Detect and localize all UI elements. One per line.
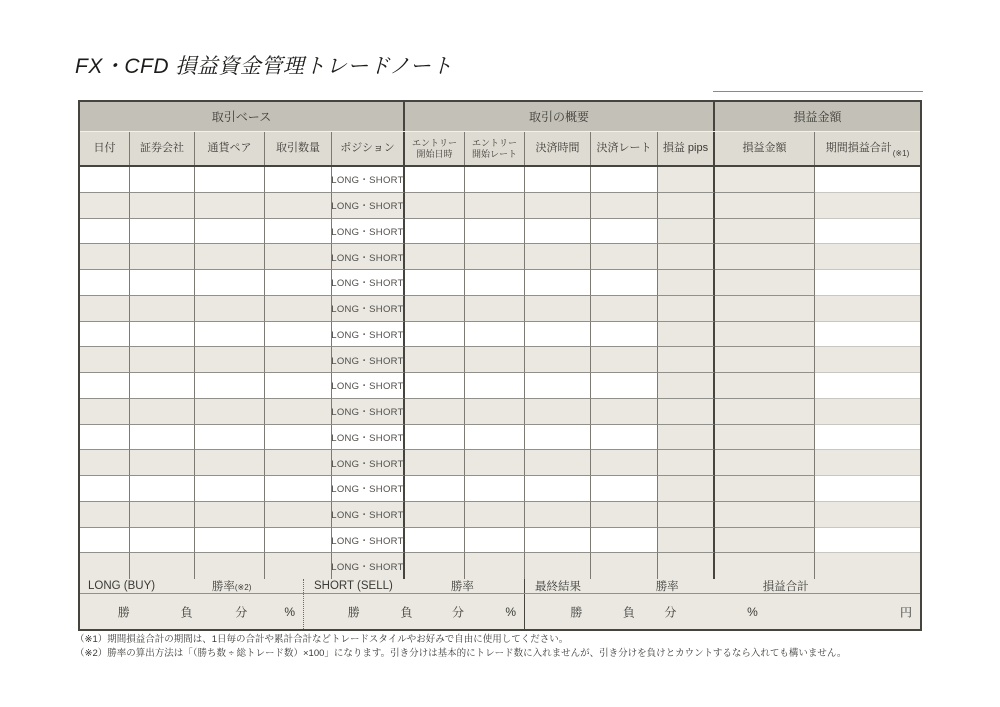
empty-cell[interactable] [658,425,715,451]
empty-cell[interactable] [405,399,465,425]
empty-cell[interactable] [405,167,465,193]
empty-cell[interactable] [465,296,525,322]
table-row [80,219,920,245]
empty-cell[interactable] [195,502,265,528]
table-row [80,167,920,193]
empty-cell[interactable] [591,373,658,399]
empty-cell[interactable] [405,476,465,502]
empty-cell[interactable] [405,347,465,373]
empty-cell[interactable] [591,502,658,528]
col-header-pl-pips: 損益 pips [658,132,715,165]
position-cell[interactable] [332,167,405,193]
empty-cell[interactable] [265,425,332,451]
empty-cell[interactable] [525,553,591,579]
empty-cell[interactable] [715,373,815,399]
empty-cell[interactable] [130,219,195,245]
empty-cell[interactable] [525,270,591,296]
empty-cell[interactable] [80,219,130,245]
empty-cell[interactable] [405,219,465,245]
empty-cell[interactable] [405,373,465,399]
empty-cell[interactable] [815,244,920,270]
trade-note-table [78,100,922,631]
position-options-label: LONG・SHORT [331,458,404,470]
empty-cell[interactable] [265,476,332,502]
col-header-currency-pair: 通貨ペア [195,132,265,165]
position-cell[interactable] [332,373,405,399]
empty-cell[interactable] [195,553,265,579]
empty-cell[interactable] [405,528,465,554]
col-header-date: 日付 [80,132,130,165]
footnotes [75,633,846,660]
empty-cell[interactable] [80,450,130,476]
empty-cell[interactable] [658,270,715,296]
page-title: FX・CFD 損益資金管理トレードノート [75,55,453,78]
empty-cell[interactable] [405,425,465,451]
empty-cell[interactable] [715,502,815,528]
empty-cell[interactable] [815,347,920,373]
empty-cell[interactable] [130,270,195,296]
empty-cell[interactable] [815,399,920,425]
empty-cell[interactable] [591,528,658,554]
empty-cell[interactable] [591,476,658,502]
position-cell[interactable] [332,244,405,270]
table-row [80,476,920,502]
empty-cell[interactable] [591,193,658,219]
position-cell[interactable] [332,553,405,579]
empty-cell[interactable] [658,322,715,348]
entry-rate-line1: エントリー [471,138,517,149]
empty-cell[interactable] [658,553,715,579]
table-row [80,193,920,219]
empty-cell[interactable] [658,450,715,476]
empty-cell[interactable] [130,167,195,193]
empty-cell[interactable] [80,296,130,322]
final-win-rate-label: 勝率 [655,581,679,593]
empty-cell[interactable] [658,219,715,245]
long-win-rate-label: 勝率(※2) [211,581,252,593]
empty-cell[interactable] [195,322,265,348]
empty-cell[interactable] [80,553,130,579]
empty-cell[interactable] [265,373,332,399]
empty-cell[interactable] [525,476,591,502]
empty-cell[interactable] [525,399,591,425]
empty-cell[interactable] [715,322,815,348]
period-pl-total-note: (※1) [892,148,910,158]
table-row [80,270,920,296]
table-row [80,373,920,399]
position-cell[interactable] [332,270,405,296]
empty-cell[interactable] [130,296,195,322]
empty-cell[interactable] [265,528,332,554]
footnote-1: （※1）期間損益合計の期間は、1日毎の合計や累計合計などトレードスタイルやお好みで自由に使用してください。 [75,634,569,645]
empty-cell[interactable] [591,553,658,579]
position-options-label: LONG・SHORT [331,329,404,341]
empty-cell[interactable] [465,450,525,476]
empty-cell[interactable] [130,373,195,399]
empty-cell[interactable] [715,219,815,245]
empty-cell[interactable] [715,476,815,502]
empty-cell[interactable] [815,553,920,579]
empty-cell[interactable] [195,347,265,373]
empty-cell[interactable] [465,270,525,296]
group-header-trade-base: 取引ベース [80,102,405,131]
position-options-label: LONG・SHORT [331,304,404,316]
empty-cell[interactable] [405,553,465,579]
empty-cell[interactable] [591,167,658,193]
summary-short-values[interactable] [304,594,525,629]
summary-long-header [80,579,304,593]
empty-cell[interactable] [715,167,815,193]
short-lose-label: 負 [400,605,413,619]
long-buy-label: LONG (BUY) [88,580,156,592]
empty-cell[interactable] [815,373,920,399]
empty-cell[interactable] [591,219,658,245]
group-header-pl-amount: 損益金額 [793,110,842,124]
table-row [80,425,920,451]
position-options-label: LONG・SHORT [331,252,404,264]
empty-cell[interactable] [465,528,525,554]
empty-cell[interactable] [815,322,920,348]
position-options-label: LONG・SHORT [331,562,404,574]
long-win-label: 勝 [117,605,130,619]
position-options-label: LONG・SHORT [331,381,404,393]
position-options-label: LONG・SHORT [331,175,404,187]
empty-cell[interactable] [405,322,465,348]
empty-cell[interactable] [815,528,920,554]
column-header-row [80,132,920,167]
empty-cell[interactable] [591,425,658,451]
empty-cell[interactable] [405,270,465,296]
position-cell[interactable] [332,476,405,502]
group-header-trade-overview: 取引の概要 [405,102,715,131]
empty-cell[interactable] [80,193,130,219]
position-cell[interactable] [332,528,405,554]
empty-cell[interactable] [815,219,920,245]
empty-cell[interactable] [80,502,130,528]
empty-cell[interactable] [130,553,195,579]
table-row [80,322,920,348]
empty-cell[interactable] [465,553,525,579]
empty-cell[interactable] [80,270,130,296]
short-draw-label: 分 [451,605,465,619]
empty-cell[interactable] [80,322,130,348]
empty-cell[interactable] [715,296,815,322]
empty-cell[interactable] [465,244,525,270]
empty-cell[interactable] [195,296,265,322]
position-cell[interactable] [332,399,405,425]
empty-cell[interactable] [525,528,591,554]
empty-cell[interactable] [525,193,591,219]
empty-cell[interactable] [658,476,715,502]
empty-cell[interactable] [658,347,715,373]
summary-long-values[interactable] [80,594,304,629]
empty-cell[interactable] [658,193,715,219]
empty-cell[interactable] [130,399,195,425]
empty-cell[interactable] [715,553,815,579]
empty-cell[interactable] [591,347,658,373]
empty-cell[interactable] [130,347,195,373]
empty-cell[interactable] [195,528,265,554]
col-header-entry-datetime [405,132,465,165]
empty-cell[interactable] [195,219,265,245]
empty-cell[interactable] [465,219,525,245]
long-lose-label: 負 [180,605,193,619]
position-options-label: LONG・SHORT [331,510,404,522]
empty-cell[interactable] [815,296,920,322]
empty-cell[interactable] [265,296,332,322]
empty-cell[interactable] [525,502,591,528]
col-header-period-pl-total [815,132,920,165]
header-fill-line [713,91,923,92]
empty-cell[interactable] [195,270,265,296]
empty-cell[interactable] [265,502,332,528]
entry-rate-line2: 開始レート [471,148,517,159]
position-cell[interactable] [332,347,405,373]
empty-cell[interactable] [658,373,715,399]
table-row [80,399,920,425]
empty-cell[interactable] [265,244,332,270]
empty-cell[interactable] [525,244,591,270]
empty-cell[interactable] [465,399,525,425]
empty-cell[interactable] [265,270,332,296]
position-cell[interactable] [332,425,405,451]
empty-cell[interactable] [658,502,715,528]
empty-cell[interactable] [80,476,130,502]
empty-cell[interactable] [658,399,715,425]
empty-cell[interactable] [715,193,815,219]
empty-cell[interactable] [591,450,658,476]
empty-cell[interactable] [815,193,920,219]
empty-cell[interactable] [130,528,195,554]
summary-header-row [80,579,920,594]
position-options-label: LONG・SHORT [331,407,404,419]
long-percent-label: % [284,604,295,619]
col-header-entry-rate [465,132,525,165]
empty-cell[interactable] [591,244,658,270]
empty-cell[interactable] [525,219,591,245]
empty-cell[interactable] [405,296,465,322]
empty-cell[interactable] [658,244,715,270]
empty-cell[interactable] [525,425,591,451]
summary-final-header [525,579,920,593]
col-header-settle-time: 決済時間 [525,132,591,165]
empty-cell[interactable] [80,347,130,373]
final-lose-label: 負 [622,605,635,619]
empty-cell[interactable] [658,296,715,322]
empty-cell[interactable] [715,450,815,476]
period-pl-total-label: 期間損益合計 [825,142,892,155]
table-row [80,347,920,373]
empty-cell[interactable] [525,347,591,373]
empty-cell[interactable] [591,322,658,348]
empty-cell[interactable] [130,425,195,451]
empty-cell[interactable] [525,167,591,193]
empty-cell[interactable] [715,347,815,373]
empty-cell[interactable] [265,450,332,476]
empty-cell[interactable] [405,193,465,219]
final-draw-label: 分 [664,605,677,619]
empty-cell[interactable] [815,270,920,296]
empty-cell[interactable] [715,244,815,270]
summary-short-header [304,579,525,593]
empty-cell[interactable] [80,399,130,425]
long-draw-label: 分 [235,605,248,619]
short-win-rate-label: 勝率 [450,581,474,593]
empty-cell[interactable] [265,399,332,425]
empty-cell[interactable] [130,193,195,219]
empty-cell[interactable] [80,528,130,554]
empty-cell[interactable] [815,476,920,502]
empty-cell[interactable] [815,167,920,193]
empty-cell[interactable] [815,450,920,476]
position-options-label: LONG・SHORT [331,535,404,547]
empty-cell[interactable] [405,502,465,528]
col-header-position: ポジション [332,132,405,165]
empty-cell[interactable] [130,322,195,348]
empty-cell[interactable] [195,450,265,476]
final-percent-label: % [747,604,758,619]
table-row [80,450,920,476]
col-header-pl-amount: 損益金額 [715,132,815,165]
empty-cell[interactable] [465,425,525,451]
empty-cell[interactable] [265,347,332,373]
empty-cell[interactable] [195,244,265,270]
position-options-label: LONG・SHORT [331,484,404,496]
table-row [80,296,920,322]
table-row [80,244,920,270]
empty-cell[interactable] [465,322,525,348]
empty-cell[interactable] [525,322,591,348]
empty-cell[interactable] [715,399,815,425]
empty-cell[interactable] [815,425,920,451]
position-cell[interactable] [332,450,405,476]
empty-cell[interactable] [130,476,195,502]
empty-cell[interactable] [405,450,465,476]
group-header-row [80,102,920,132]
table-row [80,502,920,528]
empty-cell[interactable] [195,476,265,502]
final-win-label: 勝 [570,605,583,619]
empty-cell[interactable] [80,425,130,451]
empty-cell[interactable] [130,244,195,270]
short-percent-label: % [505,604,516,619]
table-body [80,167,920,579]
empty-cell[interactable] [195,193,265,219]
position-cell[interactable] [332,193,405,219]
position-cell[interactable] [332,502,405,528]
summary-value-row [80,594,920,629]
empty-cell[interactable] [405,244,465,270]
entry-datetime-line1: エントリー [411,138,457,149]
empty-cell[interactable] [465,502,525,528]
final-pl-total-label: 損益合計 [762,581,809,593]
short-win-label: 勝 [347,605,360,619]
empty-cell[interactable] [465,167,525,193]
empty-cell[interactable] [195,425,265,451]
empty-cell[interactable] [591,399,658,425]
empty-cell[interactable] [130,502,195,528]
position-options-label: LONG・SHORT [331,226,404,238]
position-options-label: LONG・SHORT [331,355,404,367]
empty-cell[interactable] [465,373,525,399]
empty-cell[interactable] [658,528,715,554]
empty-cell[interactable] [265,553,332,579]
empty-cell[interactable] [265,219,332,245]
col-header-broker: 証券会社 [130,132,195,165]
empty-cell[interactable] [80,244,130,270]
empty-cell[interactable] [465,347,525,373]
empty-cell[interactable] [80,373,130,399]
position-cell[interactable] [332,322,405,348]
col-header-settle-rate: 決済レート [591,132,658,165]
empty-cell[interactable] [525,450,591,476]
position-cell[interactable] [332,296,405,322]
empty-cell[interactable] [265,322,332,348]
empty-cell[interactable] [195,167,265,193]
empty-cell[interactable] [591,296,658,322]
empty-cell[interactable] [715,270,815,296]
empty-cell[interactable] [195,399,265,425]
final-yen-label: 円 [899,605,912,619]
final-result-label: 最終結果 [535,581,581,593]
empty-cell[interactable] [525,373,591,399]
empty-cell[interactable] [658,167,715,193]
empty-cell[interactable] [525,296,591,322]
table-row [80,553,920,579]
empty-cell[interactable] [465,193,525,219]
empty-cell[interactable] [265,193,332,219]
table-row [80,528,920,554]
position-cell[interactable] [332,219,405,245]
empty-cell[interactable] [715,528,815,554]
footnote-2: （※2）勝率の算出方法は「（勝ち数 ÷ 総トレード数）×100」になります。引き分けは基本的にトレード数に入れませんが、引き分けを負けとカウントするなら入れても構いません。 [75,647,847,659]
position-options-label: LONG・SHORT [331,201,404,213]
col-header-quantity: 取引数量 [265,132,332,165]
empty-cell[interactable] [715,425,815,451]
summary-final-values[interactable] [525,594,920,629]
entry-datetime-line2: 開始日時 [416,148,453,159]
empty-cell[interactable] [195,373,265,399]
empty-cell[interactable] [591,270,658,296]
position-options-label: LONG・SHORT [331,278,404,290]
empty-cell[interactable] [465,476,525,502]
short-sell-label: SHORT (SELL) [314,580,393,592]
empty-cell[interactable] [80,167,130,193]
empty-cell[interactable] [130,450,195,476]
position-options-label: LONG・SHORT [331,432,404,444]
empty-cell[interactable] [265,167,332,193]
empty-cell[interactable] [815,502,920,528]
